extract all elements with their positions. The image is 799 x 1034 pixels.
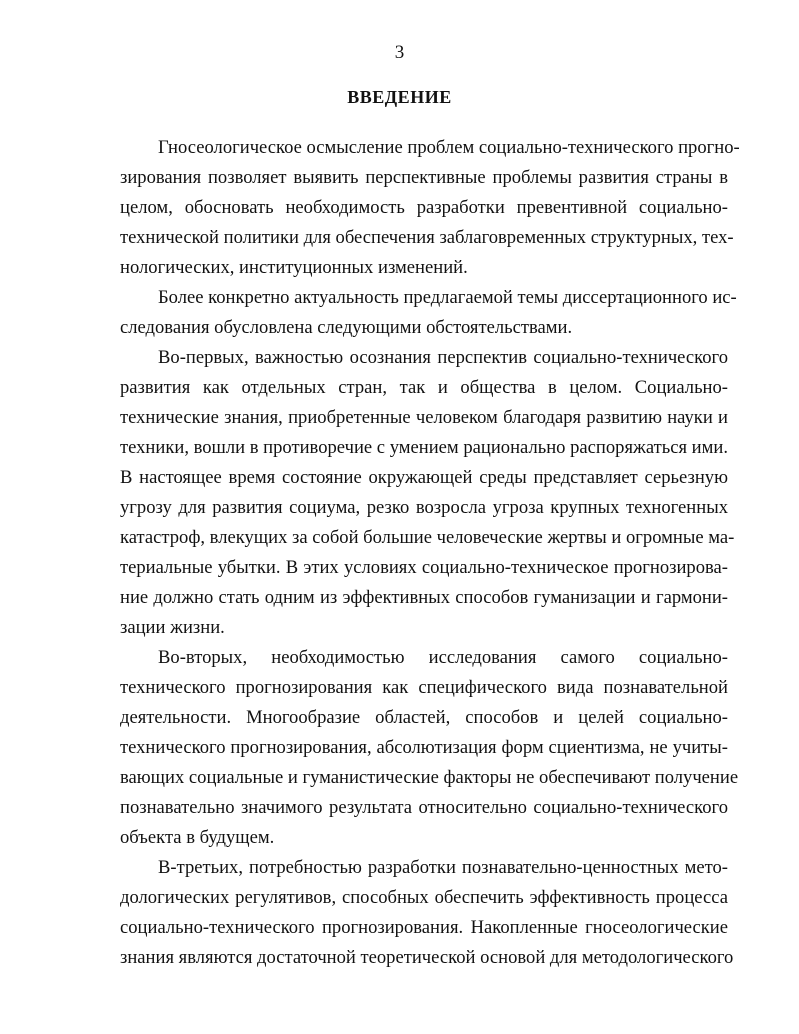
text-line: вающих социальные и гуманистические факторы не обеспечивают получение [120,767,739,788]
text-line: технические знания, приобретенные человеком благодаря развитию науки и [120,407,728,428]
paragraph-1 [120,133,740,283]
text-line: дологических регулятивов, способных обеспечить эффективность процесса [120,887,728,908]
text-line: объекта в будущем. [120,827,275,848]
paragraph-3 [120,343,735,643]
text-line: зирования позволяет выявить перспективные проблемы развития страны в [120,167,728,188]
text-line: познавательно значимого результата относительно социально-технического [120,797,728,818]
text-line: технического прогнозирования как специфического вида познавательной [120,677,728,698]
text-line: Во-вторых, необходимостью исследования самого социально- [158,647,728,668]
text-line: катастроф, влекущих за собой большие человеческие жертвы и огромные ма- [120,527,735,548]
text-line: развития как отдельных стран, так и общества в целом. Социально- [120,377,728,398]
text-line: Во-первых, важностью осознания перспектив социально-технического [158,347,728,368]
text-line: ние должно стать одним из эффективных способов гуманизации и гармони- [120,587,728,608]
page-number: 3 [394,42,405,63]
text-line: деятельности. Многообразие областей, способов и целей социально- [120,707,728,728]
text-line: знания являются достаточной теоретической основой для методологического [120,947,734,968]
text-line: В настоящее время состояние окружающей среды представляет серьезную [120,467,728,488]
text-line: зации жизни. [120,617,225,638]
paragraph-4 [120,643,739,853]
page-title: ВВЕДЕНИЕ [347,87,452,107]
document-body [120,133,740,973]
text-line: технической политики для обеспечения заблаговременных структурных, тех- [120,227,734,248]
text-line: техники, вошли в противоречие с умением рационально распоряжаться ими. [120,437,729,458]
text-line: Более конкретно актуальность предлагаемой темы диссертационного ис- [158,287,737,308]
text-line: целом, обосновать необходимость разработки превентивной социально- [120,197,728,218]
text-line: В-третьих, потребностью разработки познавательно-ценностных мето- [158,857,728,878]
text-line: Гносеологическое осмысление проблем социально-технического прогно- [158,137,740,158]
paragraph-5 [120,853,734,973]
text-line: териальные убытки. В этих условиях социально-техническое прогнозирова- [120,557,728,578]
text-line: нологических, институционных изменений. [120,257,468,278]
paragraph-2 [120,283,737,343]
text-line: технического прогнозирования, абсолютизация форм сциентизма, не учиты- [120,737,728,758]
text-line: социально-технического прогнозирования. Накопленные гносеологические [120,917,728,938]
text-line: следования обусловлена следующими обстоятельствами. [120,317,573,338]
text-line: угрозу для развития социума, резко возросла угроза крупных техногенных [120,497,728,518]
